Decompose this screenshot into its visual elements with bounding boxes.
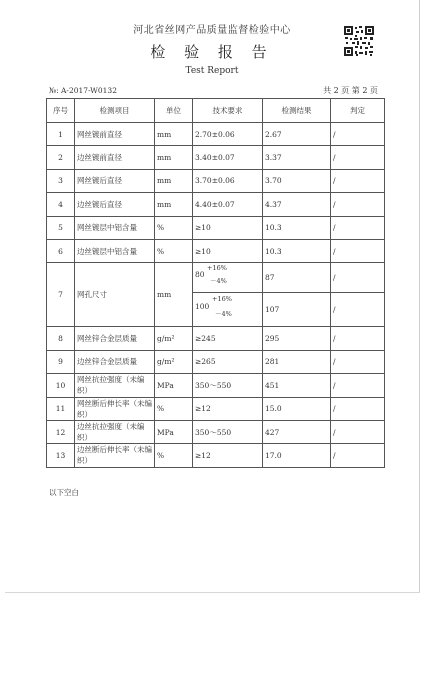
row-no: 10 bbox=[47, 374, 75, 397]
page-number: 共 2 页 第 2 页 bbox=[323, 86, 378, 95]
row-unit: % bbox=[155, 216, 193, 239]
tolerance-minus: －4% bbox=[215, 310, 232, 319]
row-unit: mm bbox=[155, 169, 193, 192]
row-unit: mm bbox=[155, 146, 193, 169]
row-verdict: / bbox=[331, 193, 385, 216]
row-unit: MPa bbox=[155, 420, 193, 443]
row-result: 281 bbox=[263, 350, 331, 373]
tolerance-plus: +16% bbox=[207, 264, 227, 273]
table-row bbox=[47, 397, 385, 420]
row-requirement bbox=[193, 293, 263, 327]
table-row bbox=[47, 239, 385, 262]
row-verdict: / bbox=[331, 397, 385, 420]
row-result: 10.3 bbox=[263, 216, 331, 239]
report-title: 检 验 报 告 bbox=[150, 43, 274, 61]
header-unit: 单位 bbox=[155, 99, 193, 123]
row-requirement: 350～550 bbox=[193, 374, 263, 397]
row-no: 8 bbox=[47, 327, 75, 350]
row-item: 网丝镀前直径 bbox=[75, 123, 155, 146]
row-requirement: 3.70±0.06 bbox=[193, 169, 263, 192]
header-requirement: 技术要求 bbox=[193, 99, 263, 123]
row-result: 2.67 bbox=[263, 123, 331, 146]
row-no: 1 bbox=[47, 123, 75, 146]
row-unit: % bbox=[155, 239, 193, 262]
row-requirement: 2.70±0.06 bbox=[193, 123, 263, 146]
row-result: 4.37 bbox=[263, 193, 331, 216]
row-requirement bbox=[193, 263, 263, 293]
row-unit: mm bbox=[155, 193, 193, 216]
row-no: 5 bbox=[47, 216, 75, 239]
table-header-row bbox=[47, 99, 385, 123]
table-row bbox=[47, 420, 385, 443]
row-verdict: / bbox=[331, 123, 385, 146]
row-no: 6 bbox=[47, 239, 75, 262]
row-unit: mm bbox=[155, 123, 193, 146]
row-result: 107 bbox=[263, 293, 331, 327]
row-unit: MPa bbox=[155, 374, 193, 397]
table-row bbox=[47, 169, 385, 192]
table-row-mesh-a bbox=[47, 263, 385, 293]
table-row bbox=[47, 123, 385, 146]
row-unit: % bbox=[155, 444, 193, 467]
row-requirement: 350～550 bbox=[193, 420, 263, 443]
row-requirement: ≥12 bbox=[193, 397, 263, 420]
row-no: 3 bbox=[47, 169, 75, 192]
table-row bbox=[47, 216, 385, 239]
tolerance-plus: +16% bbox=[212, 295, 232, 304]
end-of-content-note: 以下空白 bbox=[49, 488, 79, 497]
row-requirement: ≥10 bbox=[193, 239, 263, 262]
row-verdict: / bbox=[331, 263, 385, 293]
row-no: 13 bbox=[47, 444, 75, 467]
row-result: 3.37 bbox=[263, 146, 331, 169]
header-result: 检测结果 bbox=[263, 99, 331, 123]
row-item: 网丝断后伸长率（未编织） bbox=[75, 397, 155, 420]
report-number: №: A-2017-W0132 bbox=[49, 86, 117, 95]
row-item: 边丝镀层中铝含量 bbox=[75, 239, 155, 262]
row-verdict: / bbox=[331, 327, 385, 350]
row-result: 3.70 bbox=[263, 169, 331, 192]
row-verdict: / bbox=[331, 239, 385, 262]
row-result: 451 bbox=[263, 374, 331, 397]
row-verdict: / bbox=[331, 444, 385, 467]
table-row bbox=[47, 327, 385, 350]
issuing-organization: 河北省丝网产品质量监督检验中心 bbox=[133, 25, 291, 36]
row-no: 9 bbox=[47, 350, 75, 373]
row-requirement: ≥265 bbox=[193, 350, 263, 373]
tolerance-minus: －4% bbox=[210, 277, 227, 286]
table-row bbox=[47, 350, 385, 373]
row-result: 15.0 bbox=[263, 397, 331, 420]
row-no: 7 bbox=[47, 263, 75, 327]
row-verdict: / bbox=[331, 216, 385, 239]
header-item: 检测项目 bbox=[75, 99, 155, 123]
row-item: 边丝抗拉强度（未编织） bbox=[75, 420, 155, 443]
row-no: 4 bbox=[47, 193, 75, 216]
row-item: 边丝锌合金层质量 bbox=[75, 350, 155, 373]
test-results-table bbox=[46, 98, 385, 468]
header-verdict: 判定 bbox=[331, 99, 385, 123]
row-item: 网丝镀层中铝含量 bbox=[75, 216, 155, 239]
table-row bbox=[47, 146, 385, 169]
row-item: 网孔尺寸 bbox=[75, 263, 155, 327]
row-no: 2 bbox=[47, 146, 75, 169]
row-requirement: 4.40±0.07 bbox=[193, 193, 263, 216]
row-verdict: / bbox=[331, 420, 385, 443]
row-unit: mm bbox=[155, 263, 193, 327]
row-requirement: ≥10 bbox=[193, 216, 263, 239]
row-result: 10.3 bbox=[263, 239, 331, 262]
row-requirement: ≥12 bbox=[193, 444, 263, 467]
row-requirement: 3.40±0.07 bbox=[193, 146, 263, 169]
header-seq: 序号 bbox=[47, 99, 75, 123]
row-result: 17.0 bbox=[263, 444, 331, 467]
table-row bbox=[47, 374, 385, 397]
row-unit: g/m² bbox=[155, 327, 193, 350]
tolerance-base: 100 bbox=[195, 302, 210, 312]
row-verdict: / bbox=[331, 293, 385, 327]
row-verdict: / bbox=[331, 350, 385, 373]
table-row bbox=[47, 193, 385, 216]
row-no: 11 bbox=[47, 397, 75, 420]
row-unit: g/m² bbox=[155, 350, 193, 373]
row-no: 12 bbox=[47, 420, 75, 443]
row-unit: % bbox=[155, 397, 193, 420]
row-item: 网丝镀后直径 bbox=[75, 169, 155, 192]
row-verdict: / bbox=[331, 146, 385, 169]
row-requirement: ≥245 bbox=[193, 327, 263, 350]
table-row bbox=[47, 444, 385, 467]
row-item: 网丝锌合金层质量 bbox=[75, 327, 155, 350]
row-verdict: / bbox=[331, 169, 385, 192]
row-result: 295 bbox=[263, 327, 331, 350]
row-item: 边丝镀后直径 bbox=[75, 193, 155, 216]
row-result: 427 bbox=[263, 420, 331, 443]
row-verdict: / bbox=[331, 374, 385, 397]
row-item: 网丝抗拉强度（未编织） bbox=[75, 374, 155, 397]
qr-code-icon bbox=[343, 25, 375, 57]
tolerance-base: 80 bbox=[195, 270, 205, 280]
row-result: 87 bbox=[263, 263, 331, 293]
row-item: 边丝断后伸长率（未编织） bbox=[75, 444, 155, 467]
row-item: 边丝镀前直径 bbox=[75, 146, 155, 169]
report-subtitle: Test Report bbox=[185, 66, 239, 76]
